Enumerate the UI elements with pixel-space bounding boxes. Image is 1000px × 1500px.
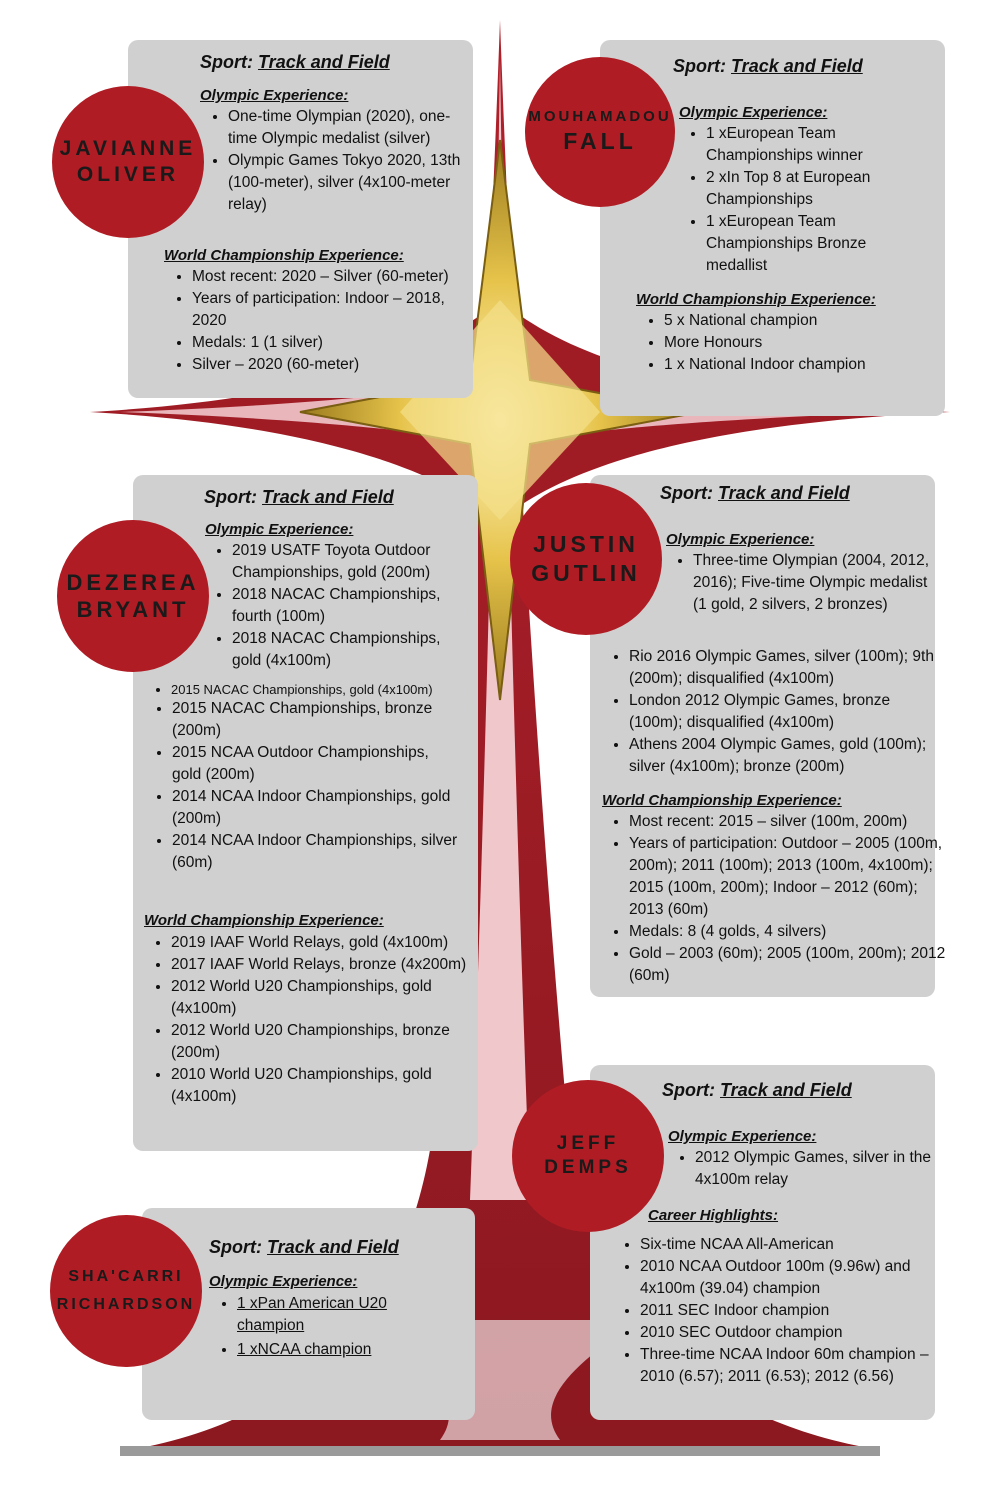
list-item: • Three-time Olympian (2004, 2012, 2016); Five-time Olympic medalist (1 gold, 2 silvers, 2 bronzes)	[693, 550, 938, 616]
name-badge-mouhamadou-fall: MOUHAMADOU FALL	[525, 57, 675, 207]
olympic-list	[202, 106, 468, 216]
sport-value: Track and Field	[267, 1237, 399, 1257]
list-item: • Medals: 8 (4 golds, 4 silvers)	[629, 921, 947, 943]
list-item: • 5 x National champion	[664, 310, 944, 332]
athlete-card-javianne-oliver	[128, 40, 473, 398]
sport-value: Track and Field	[258, 52, 390, 72]
list-item: • 2015 NCAA Outdoor Championships, gold (200m)	[172, 742, 462, 786]
sport-value: Track and Field	[718, 483, 850, 503]
world-heading: World Championship Experience:	[602, 792, 842, 809]
sport-value: Track and Field	[720, 1080, 852, 1100]
name-badge-justin-gutlin: JUSTIN GUTLIN	[510, 483, 662, 635]
olympic-list	[667, 550, 938, 616]
list-item: • 2012 World U20 Championships, gold (4x100m)	[171, 976, 471, 1020]
world-heading: World Championship Experience:	[164, 247, 404, 264]
sport-value: Track and Field	[262, 487, 394, 507]
olympic-list	[206, 540, 472, 672]
list-item: • 2019 IAAF World Relays, gold (4x100m)	[171, 932, 471, 954]
list-item: • 2014 NCAA Indoor Championships, silver (60m)	[172, 830, 462, 874]
sport-value: Track and Field	[731, 56, 863, 76]
world-heading: World Championship Experience:	[636, 291, 876, 308]
olympic-list	[211, 1293, 437, 1361]
list-item: • One-time Olympian (2020), one-time Olympic medalist (silver)	[228, 106, 468, 150]
olympic-list-more	[603, 646, 939, 778]
olympic-heading: Olympic Experience:	[668, 1128, 817, 1145]
sport-line: Sport: Track and Field	[673, 56, 863, 76]
name-badge-javianne-oliver: JAVIANNE OLIVER	[52, 86, 204, 238]
list-item: • 2019 USATF Toyota Outdoor Championships, gold (200m)	[232, 540, 472, 584]
list-item: • 2015 NACAC Championships, gold (4x100m)	[171, 679, 501, 701]
olympic-heading: Olympic Experience:	[205, 521, 354, 538]
world-list	[638, 310, 944, 376]
list-item: • 1 xNCAA champion	[237, 1339, 437, 1361]
olympic-list	[669, 1147, 935, 1191]
sport-line: Sport: Track and Field	[200, 52, 390, 72]
list-item: • Most recent: 2015 – silver (100m, 200m)	[629, 811, 947, 833]
list-item: • Rio 2016 Olympic Games, silver (100m); 9th (200m); disqualified (4x100m)	[629, 646, 939, 690]
sport-line: Sport: Track and Field	[204, 487, 394, 507]
olympic-heading: Olympic Experience:	[666, 531, 815, 548]
olympic-heading: Olympic Experience:	[200, 87, 349, 104]
sport-line: Sport: Track and Field	[662, 1080, 852, 1100]
world-list	[603, 811, 947, 987]
list-item: • 2 xIn Top 8 at European Championships	[706, 167, 906, 211]
world-list	[166, 266, 452, 376]
list-item: • 2010 World U20 Championships, gold (4x100m)	[171, 1064, 471, 1108]
list-item: • 2012 Olympic Games, silver in the 4x100m relay	[695, 1147, 935, 1191]
olympic-list	[680, 123, 906, 277]
name-badge-dezerea-bryant: DEZEREA BRYANT	[57, 520, 209, 672]
list-item: • 1 xEuropean Team Championships winner	[706, 123, 906, 167]
list-item: • 1 xEuropean Team Championships Bronze medallist	[706, 211, 906, 277]
list-item: • 2010 SEC Outdoor champion	[640, 1322, 940, 1344]
name-badge-jeff-demps: JEFF DEMPS	[512, 1080, 664, 1232]
list-item: • Medals: 1 (1 silver)	[192, 332, 452, 354]
list-item: • Silver – 2020 (60-meter)	[192, 354, 452, 376]
list-item: • Olympic Games Tokyo 2020, 13th (100-meter), silver (4x100-meter relay)	[228, 150, 468, 216]
list-item: • Most recent: 2020 – Silver (60-meter)	[192, 266, 452, 288]
career-heading: Career Highlights:	[648, 1207, 779, 1224]
list-item: • Three-time NCAA Indoor 60m champion – 2010 (6.57); 2011 (6.53); 2012 (6.56)	[640, 1344, 940, 1388]
list-item: • Years of participation: Outdoor – 2005 (100m, 200m); 2011 (100m); 2013 (100m, 4x100m); 2015 (100m, 200m); Indoor – 2012 (60m); 2013 (60m)	[629, 833, 947, 921]
list-item: • 2014 NCAA Indoor Championships, gold (200m)	[172, 786, 462, 830]
list-item: • Gold – 2003 (60m); 2005 (100m, 200m); 2012 (60m)	[629, 943, 947, 987]
name-badge-shacarri-richardson: SHA'CARRI RICHARDSON	[50, 1215, 202, 1367]
list-item: • Six-time NCAA All-American	[640, 1234, 940, 1256]
list-item: • Years of participation: Indoor – 2018, 2020	[192, 288, 452, 332]
list-item: • London 2012 Olympic Games, bronze (100m); disqualified (4x100m)	[629, 690, 939, 734]
list-item: • More Honours	[664, 332, 944, 354]
olympic-heading: Olympic Experience:	[209, 1273, 358, 1290]
world-list	[145, 932, 471, 1108]
sport-line: Sport: Track and Field	[209, 1237, 399, 1257]
list-item: • 2010 NCAA Outdoor 100m (9.96w) and 4x100m (39.04) champion	[640, 1256, 940, 1300]
olympic-heading: Olympic Experience:	[679, 104, 828, 121]
list-item: • 2017 IAAF World Relays, bronze (4x200m)	[171, 954, 471, 976]
list-item: • 2018 NACAC Championships, fourth (100m)	[232, 584, 472, 628]
list-item: • 2011 SEC Indoor champion	[640, 1300, 940, 1322]
olympic-list-more	[146, 698, 462, 874]
list-item: • 1 x National Indoor champion	[664, 354, 944, 376]
sport-line: Sport: Track and Field	[660, 483, 850, 503]
list-item: • 1 xPan American U20 champion	[237, 1293, 437, 1337]
career-list	[614, 1234, 940, 1388]
list-item: • 2015 NACAC Championships, bronze (200m)	[172, 698, 462, 742]
list-item: • 2018 NACAC Championships, gold (4x100m)	[232, 628, 472, 672]
list-item: • Athens 2004 Olympic Games, gold (100m); silver (4x100m); bronze (200m)	[629, 734, 939, 778]
world-heading: World Championship Experience:	[144, 912, 384, 929]
list-item: • 2012 World U20 Championships, bronze (200m)	[171, 1020, 471, 1064]
